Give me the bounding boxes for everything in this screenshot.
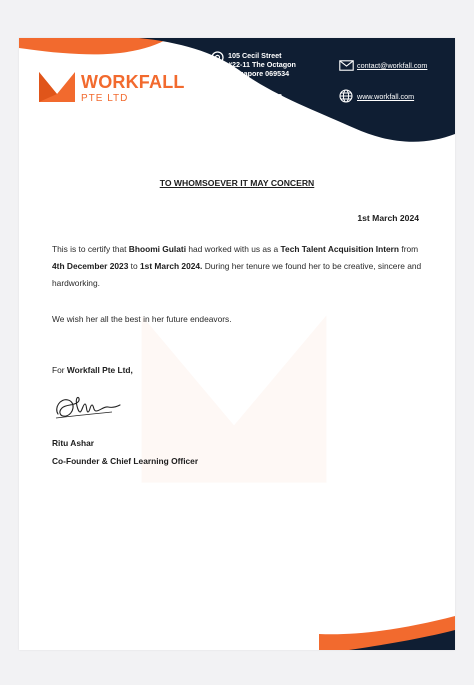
text-run: had worked with us as a (186, 244, 281, 254)
email-link[interactable]: contact@workfall.com (357, 61, 428, 70)
address-line: #22-11 The Octagon (228, 60, 296, 69)
location-icon (211, 51, 224, 69)
phone-icon (211, 89, 225, 103)
start-date: 4th December 2023 (52, 261, 129, 271)
mail-icon (339, 60, 354, 71)
text-run: This is to certify that (52, 244, 129, 254)
globe-icon (339, 89, 353, 103)
for-company-line (52, 365, 133, 375)
end-date: 1st March 2024. (140, 261, 203, 271)
company-name: Workfall Pte Ltd, (66, 365, 133, 375)
wishes-paragraph: We wish her all the best in her future endeavors. (52, 314, 232, 324)
letter-page (19, 38, 455, 650)
brand-name: WORKFALL (81, 72, 185, 92)
text-run: For (52, 365, 67, 375)
text-run: from (399, 244, 419, 254)
workfall-logo-icon (37, 68, 77, 104)
signer-name: Ritu Ashar (52, 438, 95, 448)
brand-subtitle: PTE LTD (81, 93, 129, 104)
address-text (228, 51, 338, 78)
text-run: During her tenure we found her to be creative, sincere and hardworking. (52, 261, 422, 288)
website-link[interactable]: www.workfall.com (357, 92, 415, 101)
text-run: to (128, 261, 140, 271)
address-line: 105 Cecil Street (228, 51, 282, 60)
address-line: Singapore 069534 (228, 69, 290, 78)
phone-number[interactable]: (+65) 6978 1008 (229, 92, 282, 101)
letter-date: 1st March 2024 (357, 213, 419, 223)
signature-icon (52, 390, 124, 424)
intern-name: Bhoomi Gulati (128, 244, 187, 254)
footer-band (19, 590, 455, 650)
signer-title: Co-Founder & Chief Learning Officer (52, 456, 199, 466)
letter-heading: TO WHOMSOEVER IT MAY CONCERN (159, 178, 315, 188)
role-title: Tech Talent Acquisition Intern (280, 244, 400, 254)
certificate-paragraph (52, 241, 424, 292)
